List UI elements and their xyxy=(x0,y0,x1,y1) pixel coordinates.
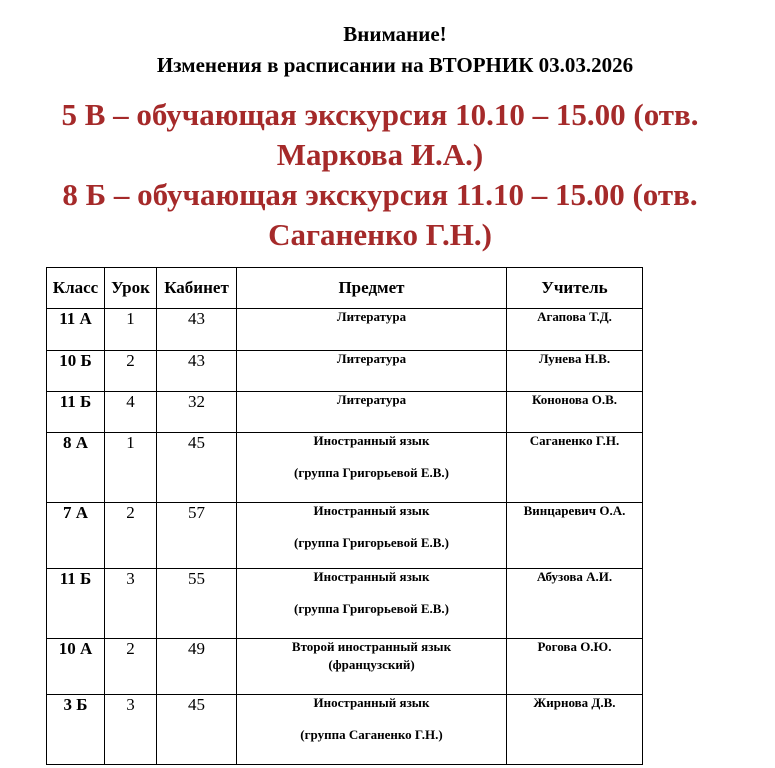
cell-subject xyxy=(237,503,507,569)
cell-class: 10 Б xyxy=(47,351,105,392)
cell-lesson: 2 xyxy=(105,503,157,569)
cell-class: 11 Б xyxy=(47,392,105,433)
subject-text: Иностранный язык xyxy=(313,695,430,710)
cell-teacher: Кононова О.В. xyxy=(507,392,643,433)
announcement-2-line-b: Саганенко Г.Н.) xyxy=(268,217,492,252)
column-header-subject: Предмет xyxy=(237,268,507,309)
column-header-lesson: Урок xyxy=(105,268,157,309)
cell-teacher: Жирнова Д.В. xyxy=(507,695,643,765)
subject-text: Иностранный язык xyxy=(313,569,430,584)
cell-lesson: 2 xyxy=(105,639,157,695)
subject-text: Литература xyxy=(336,309,407,324)
subject-text: Иностранный язык xyxy=(313,433,430,448)
column-header-room: Кабинет xyxy=(157,268,237,309)
subject-group-text: (группа Григорьевой Е.В.) xyxy=(294,535,449,550)
table-header-row xyxy=(47,268,643,309)
cell-room: 55 xyxy=(157,569,237,639)
announcement-1-line-b: Маркова И.А.) xyxy=(276,137,484,172)
cell-class: 10 А xyxy=(47,639,105,695)
table-row xyxy=(47,309,643,351)
notice-title: Внимание! xyxy=(343,22,447,46)
cell-subject xyxy=(237,639,507,695)
schedule-table xyxy=(46,267,643,765)
cell-class: 8 А xyxy=(47,433,105,503)
cell-subject xyxy=(237,569,507,639)
cell-room: 43 xyxy=(157,351,237,392)
cell-room: 49 xyxy=(157,639,237,695)
announcement-2 xyxy=(0,175,760,255)
cell-room: 32 xyxy=(157,392,237,433)
table-row xyxy=(47,351,643,392)
cell-lesson: 4 xyxy=(105,392,157,433)
cell-lesson: 3 xyxy=(105,569,157,639)
subject-group-text: (группа Григорьевой Е.В.) xyxy=(294,465,449,480)
table-row xyxy=(47,639,643,695)
cell-lesson: 3 xyxy=(105,695,157,765)
cell-subject xyxy=(237,392,507,433)
cell-lesson: 2 xyxy=(105,351,157,392)
cell-teacher: Лунева Н.В. xyxy=(507,351,643,392)
announcement-1-line-a: 5 В – обучающая экскурсия 10.10 – 15.00 (отв. xyxy=(61,97,699,132)
announcement-2-line-a: 8 Б – обучающая экскурсия 11.10 – 15.00 (отв. xyxy=(62,177,698,212)
announcement-1 xyxy=(0,95,760,175)
cell-class: 11 Б xyxy=(47,569,105,639)
subject-text: Литература xyxy=(336,351,407,366)
cell-teacher: Винцаревич О.А. xyxy=(507,503,643,569)
subject-group-text: (французский) xyxy=(328,657,415,672)
cell-room: 43 xyxy=(157,309,237,351)
table-row xyxy=(47,433,643,503)
cell-teacher: Саганенко Г.Н. xyxy=(507,433,643,503)
subject-group-text: (группа Саганенко Г.Н.) xyxy=(300,727,443,742)
cell-room: 45 xyxy=(157,695,237,765)
cell-teacher: Агапова Т.Д. xyxy=(507,309,643,351)
subject-text: Литература xyxy=(336,392,407,407)
cell-class: 3 Б xyxy=(47,695,105,765)
subject-group-text: (группа Григорьевой Е.В.) xyxy=(294,601,449,616)
cell-lesson: 1 xyxy=(105,309,157,351)
table-row xyxy=(47,503,643,569)
cell-class: 11 А xyxy=(47,309,105,351)
column-header-class: Класс xyxy=(47,268,105,309)
cell-teacher: Рогова О.Ю. xyxy=(507,639,643,695)
subject-text: Иностранный язык xyxy=(313,503,430,518)
subject-text: Второй иностранный язык xyxy=(291,639,452,654)
table-row xyxy=(47,569,643,639)
column-header-teacher: Учитель xyxy=(507,268,643,309)
cell-class: 7 А xyxy=(47,503,105,569)
cell-lesson: 1 xyxy=(105,433,157,503)
notice-subtitle: Изменения в расписании на ВТОРНИК 03.03.2026 xyxy=(156,53,634,77)
table-row xyxy=(47,392,643,433)
cell-subject xyxy=(237,309,507,351)
cell-subject xyxy=(237,433,507,503)
cell-teacher: Абузова А.И. xyxy=(507,569,643,639)
cell-subject xyxy=(237,351,507,392)
cell-room: 57 xyxy=(157,503,237,569)
cell-room: 45 xyxy=(157,433,237,503)
table-row xyxy=(47,695,643,765)
cell-subject xyxy=(237,695,507,765)
